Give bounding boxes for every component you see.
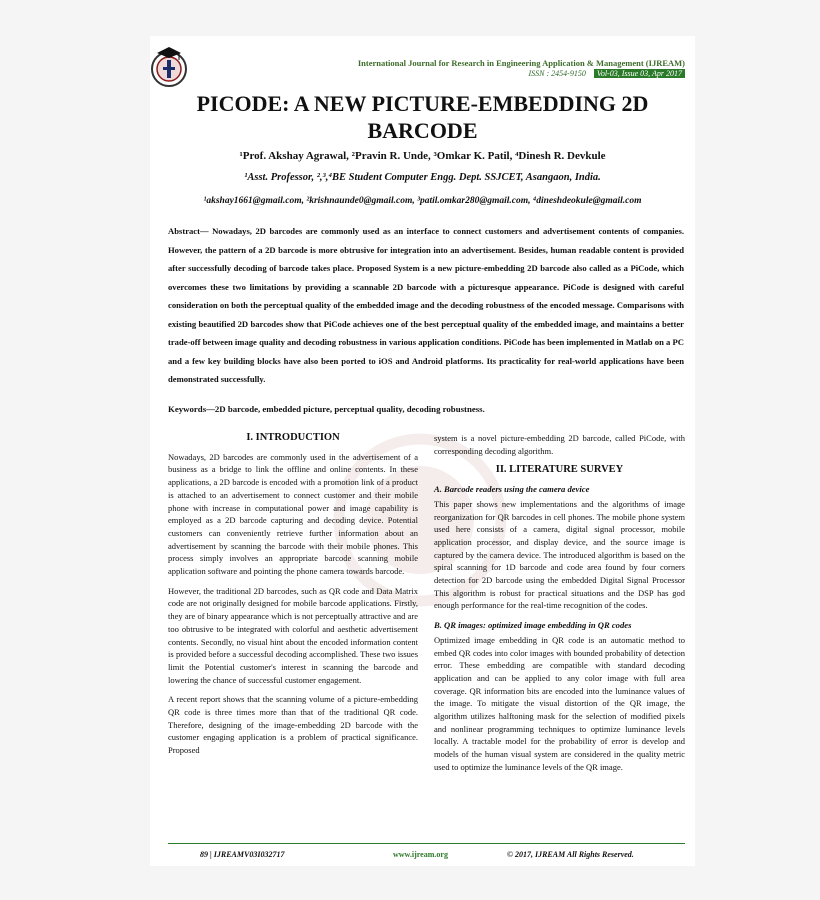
left-column: [168, 432, 418, 764]
right-column: [434, 432, 685, 781]
ijream-logo-icon: [132, 41, 206, 91]
footer-website-link[interactable]: www.ijream.org: [393, 850, 448, 859]
intro-paragraph-1: Nowadays, 2D barcodes are commonly used in the advertisement of a business as a bridge to link the offline and online contents. In these applications, a 2D barcode is encoded with a promotion link of a product is attached to an advertisement to connect customer and their mobile phone with increase in computational power and image capability is employed as a 2D barcode capturing and decoding device. Potential customers can conveniently retrieve further information about an advertisement by scanning the barcode with their mobile phones. This process simply involves an appropriate barcode scanning mobile application software and pointing the phone camera towards barcode.: [168, 451, 418, 577]
paper-title: PICODE: A NEW PICTURE-EMBEDDING 2D BARCODE: [196, 91, 649, 143]
issn-label: ISSN : 2454-9150: [528, 69, 586, 78]
subsection-heading-a: A. Barcode readers using the camera device: [434, 484, 590, 495]
journal-name: International Journal for Research in Engineering Application & Management (IJREAM): [357, 58, 685, 68]
keywords: Keywords—2D barcode, embedded picture, perceptual quality, decoding robustness.: [168, 404, 485, 414]
intro-paragraph-3: A recent report shows that the scanning volume of a picture-embedding QR code is three times more than that of the traditional QR code. Therefore, designing of the image-embedding 2D barcode with the customer engaging application is a problem of practical significance. Proposed: [168, 694, 418, 756]
author-list: ¹Prof. Akshay Agrawal, ²Pravin R. Unde, ³Omkar K. Patil, ⁴Dinesh R. Devkule: [239, 150, 606, 162]
intro-paragraph-continued: system is a novel picture-embedding 2D barcode, called PiCode, with corresponding decoding algorithm.: [434, 433, 685, 456]
subsection-b-text: Optimized image embedding in QR code is an automatic method to embed QR codes into color images with bounded probability of detection error. These embedding are compatible with standard decoding application and can be applied to any color image with full area coverage. QR information bits are encoded into the luminance values of the image. To mitigate the visual distortion of the QR image, the algorithm utilizes halftoning mask for the selection of modified pixels and nonlinear programming techniques to optimize luminance levels locally. A tractable model for the probability of error is develop and models of the human visual system are considered in the quality metric used to optimize the luminance levels of the QR image.: [434, 634, 685, 772]
subsection-a-text: This paper shows new implementations and the algorithms of image reorganization for QR barcodes in cell phones. The mobile phone system used here consists of a camera, digital signal processor, mobile application processor, and display device, and the source image is captured by the camera device. The introduced algorithm is based on the spiral scanning for 1D barcode and code area found by four corners detection for 2D barcode using the embedded Digital Signal Processor This algorithm is robust for practical situations and the DSP has god enough performance for the real-time recognition of the codes.: [434, 498, 685, 611]
abstract: Abstract— Nowadays, 2D barcodes are commonly used as an interface to connect customers and advertisement contents of companies. However, the pattern of a 2D barcode is more obtrusive for integration into an advertisement. Besides, human readable content is provided after successfully decoding of barcode takes place. Proposed System is a new picture-embedding 2D barcode also called as a PiCode, which overcomes these two limitations by providing a scannable 2D barcode with a picturesque appearance. PiCode is designed with careful consideration on both the perceptual quality of the embedded image and the decoding robustness of the encoded message. Comparisons with existing beautified 2D barcodes show that PiCode achieves one of the best perceptual quality of the embedded image, and maintains a better trade-off between image quality and decoding robustness in various application conditions. PiCode has been implemented in Matlab on a PC and a few key building blocks have also been ported to iOS and Android platforms. Its practicality for real-world applications have been demonstrated successfully.: [168, 226, 684, 384]
intro-paragraph-2: However, the traditional 2D barcodes, such as QR code and Data Matrix code are not originally designed for mobile barcode applications. Firstly, they are of binary appearance which is not perceptually attractive and are too obtrusive to be integrated with colorful and aesthetic advertisement contents. Secondly, no visual hint about the encoded information content is provided before a successful decoding accomplished. These two issues limit the Potential customer's interest in scanning the barcode and lowering the chance of successful customer engagement.: [168, 585, 418, 685]
issn-volume-bar: [330, 69, 685, 79]
section-heading-literature-survey: II. LITERATURE SURVEY: [495, 464, 624, 476]
footer-copyright: © 2017, IJREAM All Rights Reserved.: [507, 850, 634, 859]
subsection-heading-b: B. QR images: optimized image embedding in QR codes: [434, 620, 632, 631]
section-heading-introduction: I. INTRODUCTION: [246, 432, 340, 443]
footer-page-number: 89 | IJREAMV03I032717: [200, 850, 285, 859]
volume-badge: Vol-03, Issue 03, Apr 2017: [594, 69, 685, 78]
footer-divider: [168, 843, 685, 844]
author-emails: ¹akshay1661@gmail.com, ²krishnaunde0@gmail.com, ³patil.omkar280@gmail.com, ⁴dineshdeokule@gmail.com: [203, 196, 642, 206]
author-affiliation: ¹Asst. Professor, ²,³,⁴BE Student Computer Engg. Dept. SSJCET, Asangaon, India.: [244, 172, 601, 183]
